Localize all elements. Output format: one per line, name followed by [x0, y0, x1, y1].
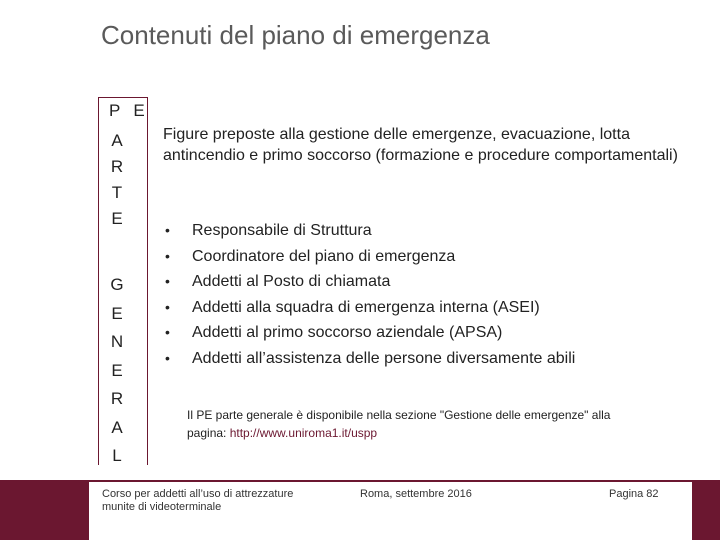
footer-page-number: Pagina 82: [609, 488, 659, 500]
footer-accent-right: [692, 480, 720, 540]
list-item-text: Responsabile di Struttura: [192, 222, 372, 239]
side-letter: L: [112, 446, 122, 465]
footer-divider: [89, 480, 720, 482]
page-title: Contenuti del piano di emergenza: [101, 20, 490, 50]
side-label-generale: [108, 271, 126, 471]
list-item: [163, 244, 683, 270]
uspp-link[interactable]: http://www.uniroma1.it/uspp: [229, 426, 378, 440]
list-item-text: Addetti all’assistenza delle persone diversamente abili: [192, 349, 576, 367]
side-letter: P: [109, 101, 121, 120]
list-item: [163, 269, 683, 295]
roles-list: [163, 218, 683, 372]
side-letter: E: [111, 360, 123, 380]
bullet-icon: •: [165, 222, 170, 238]
list-item: [163, 295, 683, 321]
list-item-text: Coordinatore del piano di emergenza: [192, 247, 456, 265]
note-text: Il PE parte generale è disponibile nella sezione "Gestione delle emergenze" alla pagina:: [187, 408, 611, 440]
bullet-icon: •: [165, 247, 170, 264]
side-label-parte: [108, 128, 126, 232]
side-letter: R: [110, 389, 124, 408]
footer-course: [102, 488, 293, 514]
list-item-text: Addetti al primo soccorso aziendale (APSA): [192, 324, 503, 342]
side-letter: R: [110, 157, 124, 176]
bullet-icon: •: [165, 298, 170, 315]
bullet-icon: •: [165, 324, 170, 341]
list-item: [163, 346, 683, 372]
bullet-icon: •: [165, 349, 170, 366]
side-letter: E: [133, 101, 145, 120]
footer-course-line: munite di videoterminale: [102, 501, 222, 513]
side-label-top: [109, 101, 158, 121]
intro-paragraph: Figure preposte alla gestione delle emergenze, evacuazione, lotta antincendio e primo soccorso (formazione e procedure comportamentali): [163, 126, 678, 164]
side-letter: A: [111, 417, 123, 437]
side-letter: G: [110, 275, 124, 294]
footer-date: Roma, settembre 2016: [360, 488, 472, 500]
footer-accent-left: [0, 480, 89, 540]
list-item-text: Addetti alla squadra di emergenza interna (ASEI): [192, 298, 540, 316]
list-item: [163, 320, 683, 346]
bullet-icon: •: [165, 273, 170, 290]
side-letter: E: [111, 209, 123, 228]
side-letter: E: [111, 303, 123, 323]
footer-course-line: Corso per addetti all’uso di attrezzature: [102, 488, 294, 500]
side-letter: A: [111, 131, 123, 150]
side-letter: T: [111, 183, 123, 202]
list-item: [163, 218, 683, 244]
side-letter: N: [110, 332, 124, 351]
availability-note: [187, 406, 627, 442]
list-item-text: Addetti al Posto di chiamata: [192, 273, 391, 291]
